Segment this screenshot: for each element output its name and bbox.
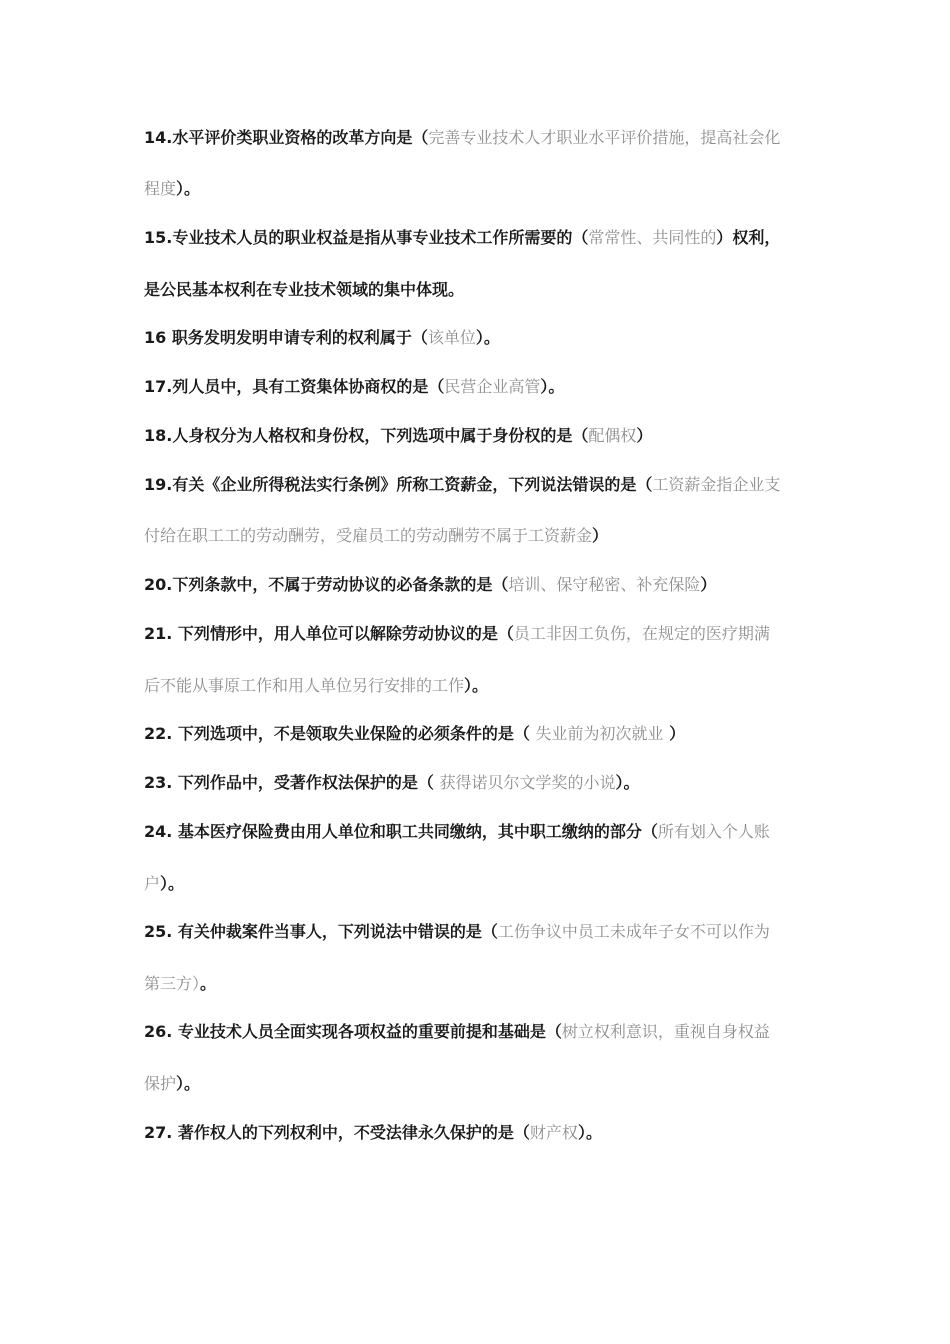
question-18-line-1 [144, 424, 652, 448]
question-text: ）权利， [716, 228, 781, 247]
answer-text: 该单位 [427, 328, 476, 347]
answer-text: 所有划入个人账 [657, 822, 770, 841]
question-27-line-1 [144, 1121, 602, 1145]
question-text: 16 职务发明发明申请专利的权利属于（ [144, 328, 428, 347]
question-text: ）。 [176, 179, 201, 198]
answer-text: 工伤争议中员工未成年子女不可以作为 [497, 922, 770, 941]
question-21-line-2 [144, 674, 488, 698]
question-text: ） [663, 724, 686, 743]
question-26-line-2 [144, 1072, 200, 1096]
question-text: ）。 [577, 1123, 602, 1142]
answer-text: 付给在职工工的劳动酬劳，受雇员工的劳动酬劳不属于工资薪金 [144, 526, 593, 545]
answer-text: 后不能从事原工作和用人单位另行安排的工作 [144, 676, 465, 695]
question-text: ）。 [540, 377, 565, 396]
question-21-line-1 [144, 622, 770, 646]
question-16-line-1 [144, 326, 500, 350]
question-25-line-2 [144, 972, 216, 996]
question-text: ）。 [160, 874, 185, 893]
answer-text: 程度 [144, 179, 177, 198]
answer-text: 户 [144, 874, 161, 893]
answer-text: 民营企业高管 [444, 377, 541, 396]
question-text: 23. 下列作品中，受著作权法保护的是（ [144, 773, 440, 792]
answer-text: 配偶权 [588, 426, 637, 445]
question-text: 19.有关《企业所得税法实行条例》所称工资薪金，下列说法错误的是（ [144, 475, 653, 494]
question-text: 24. 基本医疗保险费由用人单位和职工共同缴纳，其中职工缴纳的部分（ [144, 822, 658, 841]
question-22-line-1 [144, 722, 685, 746]
question-19-line-2 [144, 524, 608, 548]
question-17-line-1 [144, 375, 564, 399]
question-23-line-1 [144, 771, 640, 795]
answer-text: 树立权利意识，重视自身权益 [561, 1022, 770, 1041]
question-text: 27. 著作权人的下列权利中，不受法律永久保护的是（ [144, 1123, 530, 1142]
question-text: 17.列人员中，具有工资集体协商权的是（ [144, 377, 445, 396]
question-text: ） [592, 526, 609, 545]
question-text: ）。 [176, 1074, 201, 1093]
answer-text: 获得诺贝尔文学奖的小说 [439, 773, 616, 792]
question-text: 21. 下列情形中，用人单位可以解除劳动协议的是（ [144, 624, 514, 643]
question-19-line-1 [144, 473, 780, 497]
answer-text: 培训、保守秘密、补充保险 [508, 575, 701, 594]
question-text: 14.水平评价类职业资格的改革方向是（ [144, 128, 429, 147]
question-text: ）。 [615, 773, 640, 792]
question-text: 26. 专业技术人员全面实现各项权益的重要前提和基础是（ [144, 1022, 562, 1041]
question-text: ）。 [464, 676, 489, 695]
answer-text: 财产权 [529, 1123, 578, 1142]
question-20-line-1 [144, 573, 716, 597]
answer-text: 保护 [144, 1074, 177, 1093]
question-text: 20.下列条款中，不属于劳动协议的必备条款的是（ [144, 575, 509, 594]
question-14-line-1 [144, 126, 780, 150]
question-text: 18.人身权分为人格权和身份权，下列选项中属于身份权的是（ [144, 426, 589, 445]
question-text: ）。 [475, 328, 500, 347]
question-15-line-2 [144, 278, 464, 302]
answer-text: 完善专业技术人才职业水平评价措施，提高社会化 [428, 128, 781, 147]
question-text: 25. 有关仲裁案件当事人，下列说法中错误的是（ [144, 922, 498, 941]
question-text: 。 [200, 974, 217, 993]
answer-text: 失业前为初次就业 [535, 724, 664, 743]
question-24-line-2 [144, 872, 184, 896]
question-26-line-1 [144, 1020, 770, 1044]
question-text: ） [636, 426, 653, 445]
question-25-line-1 [144, 920, 770, 944]
question-text: ） [700, 575, 717, 594]
answer-text: 员工非因工负伤，在规定的医疗期满 [513, 624, 770, 643]
question-text: 15.专业技术人员的职业权益是指从事专业技术工作所需要的（ [144, 228, 589, 247]
answer-text: 工资薪金指企业支 [652, 475, 781, 494]
question-15-line-1 [144, 226, 780, 250]
answer-text: 第三方） [144, 974, 201, 993]
question-24-line-1 [144, 820, 770, 844]
question-text: 是公民基本权利在专业技术领域的集中体现。 [144, 280, 465, 299]
answer-text: 常常性、共同性的 [588, 228, 717, 247]
question-14-line-2 [144, 177, 200, 201]
question-text: 22. 下列选项中，不是领取失业保险的必须条件的是（ [144, 724, 536, 743]
